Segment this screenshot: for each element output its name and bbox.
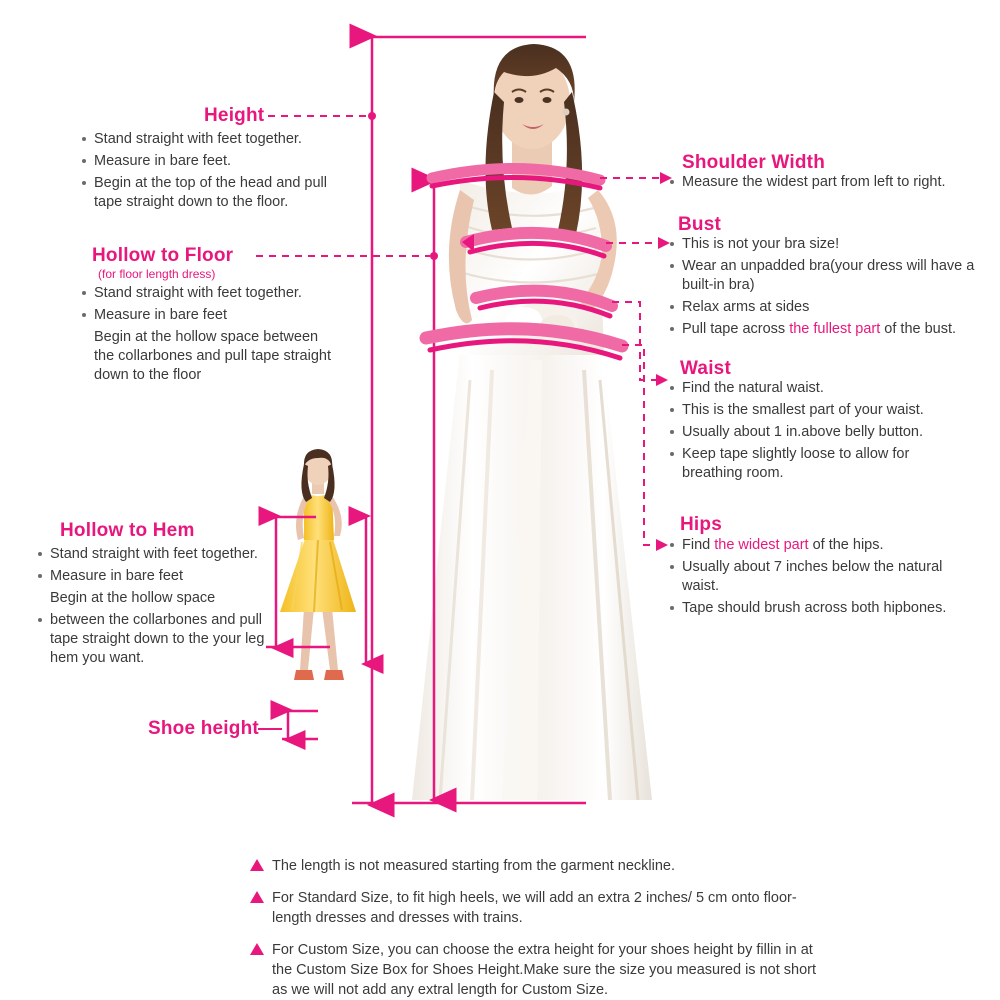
bullet-dot [82,137,86,141]
footer-note-text: For Standard Size, to fit high heels, we will add an extra 2 inches/ 5 cm onto floor-length dresses and dresses with trains. [272,890,797,926]
footer-notes [250,856,830,1000]
bullet-dot [670,305,674,309]
hips-arrow [656,539,668,551]
shoe-height-heading: Shoe height [148,718,259,739]
list-item-text: Measure the widest part from left to right. [682,174,946,190]
hips-heading: Hips [680,514,722,535]
list-item-text: Measure in bare feet. [94,153,232,169]
hollow-to-hem-bullets [36,545,276,671]
highlighted-phrase: the widest part [714,537,809,553]
list-item-text: Stand straight with feet together. [94,131,302,147]
list-item [668,379,968,398]
list-item [668,173,978,192]
height-heading: Height [204,105,265,126]
list-item-text: Wear an unpadded bra(your dress will have a built-in bra) [682,258,975,293]
list-item [80,306,342,325]
bullet-dot [82,159,86,163]
list-item-text: Stand straight with feet together. [50,546,258,562]
list-item-text: Begin at the hollow space [50,590,216,606]
list-item-text: Keep tape slightly loose to allow for breathing room. [682,446,910,481]
list-item-text: This is not your bra size! [682,236,840,252]
list-item-text: between the collarbones and pull tape straight down to the your leg hem you want. [50,612,265,666]
list-item [80,284,342,303]
footer-note [250,856,830,876]
list-item [80,328,342,385]
hips-leader [622,345,660,545]
bullet-dot [82,291,86,295]
shoulder-width-bullets [668,173,978,195]
bullet-dot [670,264,674,268]
shoulder-width-heading: Shoulder Width [682,152,825,173]
bullet-dot [670,180,674,184]
list-item [80,174,346,212]
list-item-text: Usually about 1 in.above belly button. [682,424,924,440]
bullet-dot [670,430,674,434]
hollow-to-floor-heading: Hollow to Floor [92,245,234,266]
list-item [668,536,974,555]
waist-arrow [656,374,668,386]
bullet-dot [670,242,674,246]
bullet-dot [670,452,674,456]
list-item-text: Measure in bare feet [94,307,227,323]
list-item [668,401,968,420]
bullet-dot [82,313,86,317]
list-item-text: Stand straight with feet together. [94,285,302,301]
list-item-text: Find the widest part of the hips. [682,537,884,553]
list-item [668,298,980,317]
highlighted-phrase: the fullest part [789,321,881,337]
hollow-to-floor-subheading: (for floor length dress) [98,267,216,281]
bullet-dot [670,606,674,610]
footer-note [250,940,830,1000]
list-item [36,611,276,668]
hollow-to-floor-bullets [80,284,342,388]
list-item [668,558,974,596]
list-item [36,589,276,608]
list-item [668,235,980,254]
hollow-to-hem-heading: Hollow to Hem [60,520,195,541]
height-bullets [80,130,346,215]
bullet-dot [82,181,86,185]
list-item [668,445,968,483]
bullet-dot [38,574,42,578]
bullet-dot [38,618,42,622]
list-item [80,152,346,171]
list-item-text: Usually about 7 inches below the natural waist. [682,559,943,594]
list-item [80,130,346,149]
list-item [668,423,968,442]
bullet-dot [670,543,674,547]
hollow-to-floor-anchor-dot [430,252,438,260]
bullet-dot [670,327,674,331]
footer-note-text: For Custom Size, you can choose the extra height for your shoes height by fillin in at the Custom Size Box for Shoes Height.Make sure the size you measured is not short as we will not add any extral length for Custom Size. [272,942,817,998]
bullet-dot [38,552,42,556]
list-item-text: Measure in bare feet [50,568,183,584]
bullet-dot [670,565,674,569]
list-item-text: This is the smallest part of your waist. [682,402,924,418]
list-item-text: Find the natural waist. [682,380,824,396]
list-item [668,257,980,295]
list-item-text: Begin at the hollow space between the collarbones and pull tape straight down to the floor [94,329,331,383]
waist-heading: Waist [680,358,731,379]
triangle-bullet-icon [250,891,264,903]
list-item [668,320,980,339]
triangle-bullet-icon [250,943,264,955]
footer-note [250,888,830,928]
footer-note-text: The length is not measured starting from the garment neckline. [272,858,675,874]
triangle-bullet-icon [250,859,264,871]
list-item [36,567,276,586]
hips-bullets [668,536,974,621]
bullet-dot [670,408,674,412]
bullet-dot [670,386,674,390]
bust-bullets [668,235,980,342]
bust-heading: Bust [678,214,722,235]
list-item [36,545,276,564]
waist-bullets [668,379,968,486]
list-item [668,599,974,618]
list-item-text: Begin at the top of the head and pull tape straight down to the floor. [94,175,327,210]
list-item-text: Tape should brush across both hipbones. [682,600,947,616]
height-anchor-dot [368,112,376,120]
list-item-text: Pull tape across the fullest part of the bust. [682,321,957,337]
list-item-text: Relax arms at sides [682,299,810,315]
